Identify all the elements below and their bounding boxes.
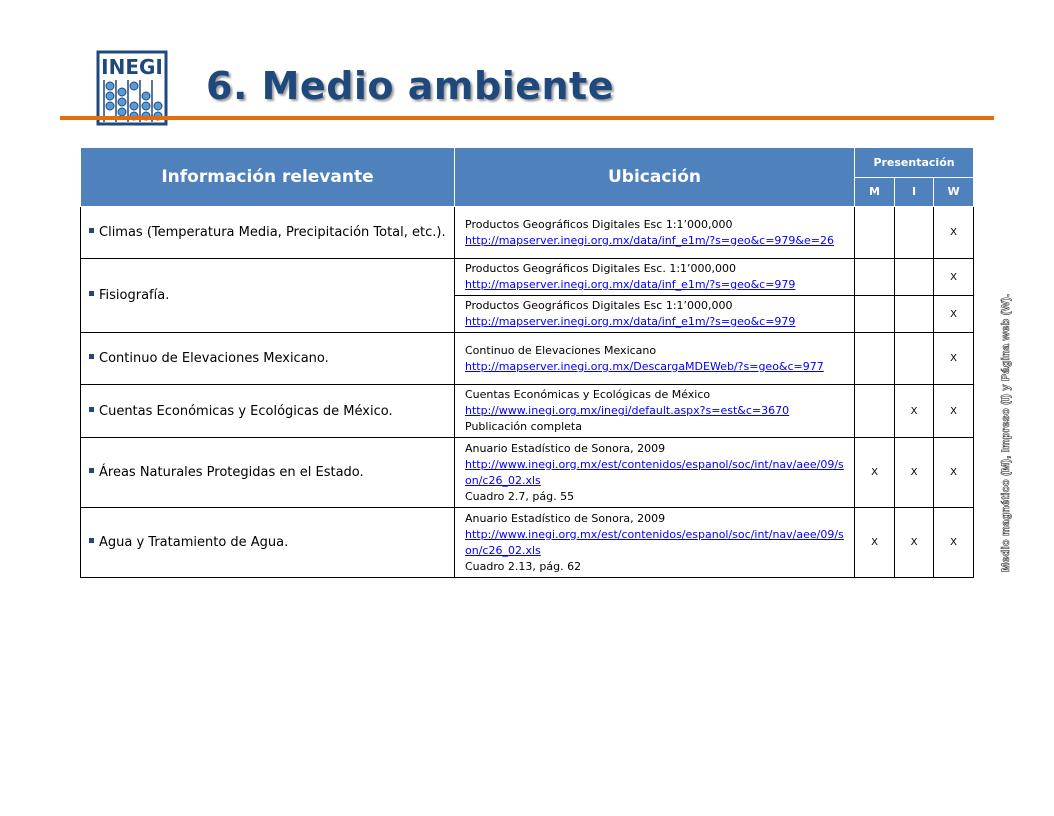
- row-location: [455, 259, 855, 296]
- table-row: [81, 207, 974, 259]
- info-table: [80, 147, 974, 578]
- location-link[interactable]: http://mapserver.inegi.org.mx/data/inf_e1m/?s=geo&c=979&e=26: [465, 233, 834, 247]
- logo-text: INEGI: [101, 55, 163, 79]
- location-text: Anuario Estadístico de Sonora, 2009: [465, 441, 666, 455]
- header-m: M: [855, 177, 895, 207]
- presentation-legend: Medio magnético (M), Impreso (I) y Página web (W).: [1000, 293, 1012, 572]
- mark-i: X: [895, 385, 934, 438]
- row-location: [455, 296, 855, 333]
- mark-w: X: [934, 207, 974, 259]
- location-text: Productos Geográficos Digitales Esc 1:1’000,000: [465, 217, 733, 231]
- row-info: Agua y Tratamiento de Agua.: [81, 508, 455, 578]
- row-location: [455, 333, 855, 385]
- mark-m: X: [855, 508, 895, 578]
- location-text: Productos Geográficos Digitales Esc. 1:1’000,000: [465, 262, 737, 275]
- location-extra: Publicación completa: [465, 420, 582, 433]
- location-text: Cuentas Económicas y Ecológicas de México: [465, 388, 711, 401]
- row-info: Fisiografía.: [81, 259, 455, 333]
- mark-w: X: [934, 296, 974, 333]
- bullet-icon: [89, 468, 94, 473]
- row-location: [455, 207, 855, 259]
- location-link[interactable]: http://mapserver.inegi.org.mx/data/inf_e1m/?s=geo&c=979: [465, 315, 796, 328]
- bullet-icon: [89, 407, 94, 412]
- table-row: [81, 259, 974, 296]
- row-location: [455, 438, 855, 508]
- mark-m: [855, 333, 895, 385]
- location-extra: Cuadro 2.13, pág. 62: [465, 559, 582, 573]
- header-i: I: [895, 177, 934, 207]
- mark-i: [895, 296, 934, 333]
- mark-m: [855, 385, 895, 438]
- table-row: [81, 508, 974, 578]
- table-row: [81, 333, 974, 385]
- mark-i: [895, 333, 934, 385]
- mark-w: X: [934, 333, 974, 385]
- mark-w: X: [934, 438, 974, 508]
- bullet-icon: [89, 354, 94, 359]
- row-info: Áreas Naturales Protegidas en el Estado.: [81, 438, 455, 508]
- mark-m: [855, 259, 895, 296]
- location-text: Anuario Estadístico de Sonora, 2009: [465, 511, 666, 525]
- header-location: Ubicación: [455, 148, 855, 207]
- mark-i: [895, 259, 934, 296]
- inegi-logo: [96, 50, 168, 126]
- header-presentation: Presentación: [855, 148, 974, 178]
- mark-w: X: [934, 508, 974, 578]
- bullet-icon: [89, 538, 94, 543]
- table-row: [81, 438, 974, 508]
- location-text: Productos Geográficos Digitales Esc 1:1’000,000: [465, 299, 733, 312]
- location-extra: Cuadro 2.7, pág. 55: [465, 489, 575, 503]
- mark-i: [895, 207, 934, 259]
- location-link[interactable]: http://mapserver.inegi.org.mx/DescargaMDEWeb/?s=geo&c=977: [465, 359, 824, 373]
- bullet-icon: [89, 291, 94, 296]
- row-info: Cuentas Económicas y Ecológicas de México.: [81, 385, 455, 438]
- location-text: Continuo de Elevaciones Mexicano: [465, 343, 657, 357]
- location-link[interactable]: http://www.inegi.org.mx/inegi/default.aspx?s=est&c=3670: [465, 404, 790, 417]
- location-link[interactable]: http://www.inegi.org.mx/est/contenidos/espanol/soc/int/nav/aee/09/son/c26_02.xls: [465, 527, 844, 557]
- bullet-icon: [89, 228, 94, 233]
- location-link[interactable]: http://mapserver.inegi.org.mx/data/inf_e1m/?s=geo&c=979: [465, 278, 796, 291]
- header-rule: [60, 116, 994, 120]
- mark-m: [855, 296, 895, 333]
- mark-i: X: [895, 508, 934, 578]
- table-row: [81, 385, 974, 438]
- location-link[interactable]: http://www.inegi.org.mx/est/contenidos/espanol/soc/int/nav/aee/09/son/c26_02.xls: [465, 457, 844, 487]
- mark-m: [855, 207, 895, 259]
- mark-w: X: [934, 259, 974, 296]
- row-location: [455, 508, 855, 578]
- mark-i: X: [895, 438, 934, 508]
- header-w: W: [934, 177, 974, 207]
- row-location: [455, 385, 855, 438]
- row-info: Climas (Temperatura Media, Precipitación Total, etc.).: [81, 207, 455, 259]
- mark-m: X: [855, 438, 895, 508]
- page-title: 6. Medio ambiente: [206, 64, 614, 108]
- mark-w: X: [934, 385, 974, 438]
- row-info: Continuo de Elevaciones Mexicano.: [81, 333, 455, 385]
- header-info: Información relevante: [81, 148, 455, 207]
